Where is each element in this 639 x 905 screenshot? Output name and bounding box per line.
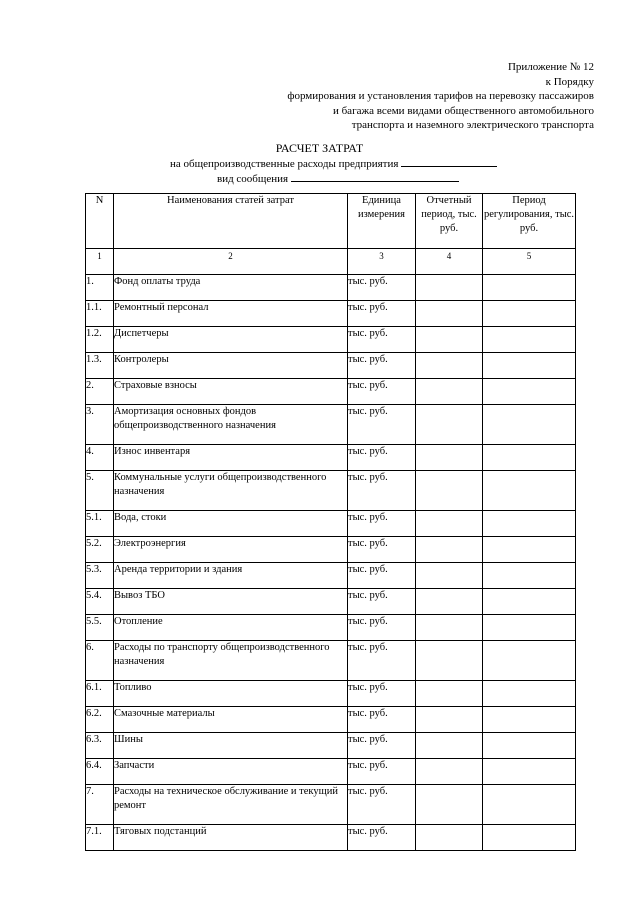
row-number: 6.1. [86,681,114,707]
table-row [86,445,576,471]
row-number: 1.3. [86,353,114,379]
reported-value-cell [416,301,483,327]
row-name: Запчасти [114,759,348,785]
reported-value-cell [416,327,483,353]
row-unit: тыс. руб. [348,537,416,563]
row-name: Ремонтный персонал [114,301,348,327]
header-name: Наименования статей затрат [114,194,348,249]
regulation-value-cell [483,445,576,471]
reported-value-cell [416,379,483,405]
row-name: Аренда территории и здания [114,563,348,589]
row-unit: тыс. руб. [348,785,416,825]
row-unit: тыс. руб. [348,681,416,707]
reported-value-cell [416,681,483,707]
row-unit: тыс. руб. [348,641,416,681]
row-number: 4. [86,445,114,471]
row-number: 2. [86,379,114,405]
header-num: N [86,194,114,249]
cost-table [85,193,576,851]
row-number: 5.5. [86,615,114,641]
regulation-value-cell [483,537,576,563]
service-type-line [217,171,459,186]
row-number: 6. [86,641,114,681]
row-unit: тыс. руб. [348,471,416,511]
appendix-header-line: к Порядку [545,75,594,88]
reported-value-cell [416,825,483,851]
regulation-value-cell [483,681,576,707]
column-number: 2 [114,249,348,275]
table-row [86,681,576,707]
row-number: 6.2. [86,707,114,733]
row-number: 1.1. [86,301,114,327]
regulation-value-cell [483,615,576,641]
regulation-value-cell [483,327,576,353]
row-name: Электроэнергия [114,537,348,563]
column-number: 5 [483,249,576,275]
row-number: 1.2. [86,327,114,353]
table-row [86,563,576,589]
table-row [86,759,576,785]
row-unit: тыс. руб. [348,615,416,641]
table-row [86,589,576,615]
regulation-value-cell [483,275,576,301]
reported-value-cell [416,353,483,379]
table-row [86,379,576,405]
reported-value-cell [416,785,483,825]
enterprise-label: на общепроизводственные расходы предприятия [170,158,399,170]
reported-value-cell [416,589,483,615]
table-row [86,327,576,353]
table-row [86,537,576,563]
regulation-value-cell [483,733,576,759]
header-reported-period: Отчетный период, тыс. руб. [416,194,483,249]
row-name: Вода, стоки [114,511,348,537]
row-unit: тыс. руб. [348,589,416,615]
reported-value-cell [416,759,483,785]
column-number: 3 [348,249,416,275]
reported-value-cell [416,615,483,641]
regulation-value-cell [483,511,576,537]
table-row [86,353,576,379]
row-unit: тыс. руб. [348,511,416,537]
row-number: 6.3. [86,733,114,759]
reported-value-cell [416,537,483,563]
regulation-value-cell [483,301,576,327]
row-number: 3. [86,405,114,445]
document-title: РАСЧЕТ ЗАТРАТ [275,141,364,155]
column-number: 4 [416,249,483,275]
row-number: 7. [86,785,114,825]
appendix-header [287,60,594,133]
enterprise-line [170,156,497,171]
reported-value-cell [416,405,483,445]
regulation-value-cell [483,589,576,615]
row-name: Топливо [114,681,348,707]
row-unit: тыс. руб. [348,733,416,759]
regulation-value-cell [483,641,576,681]
row-name: Износ инвентаря [114,445,348,471]
row-number: 6.4. [86,759,114,785]
enterprise-blank-field [401,156,497,167]
row-unit: тыс. руб. [348,825,416,851]
row-unit: тыс. руб. [348,353,416,379]
row-name: Диспетчеры [114,327,348,353]
row-unit: тыс. руб. [348,379,416,405]
table-row [86,471,576,511]
reported-value-cell [416,511,483,537]
appendix-header-line: Приложение № 12 [507,61,594,73]
table-row [86,275,576,301]
row-unit: тыс. руб. [348,301,416,327]
table-row [86,707,576,733]
row-number: 1. [86,275,114,301]
row-unit: тыс. руб. [348,759,416,785]
row-name: Отопление [114,615,348,641]
row-name: Расходы по транспорту общепроизводственного назначения [114,641,348,681]
column-number-row [86,249,576,275]
header-regulation-period: Период регулирования, тыс. руб. [483,194,576,249]
reported-value-cell [416,707,483,733]
regulation-value-cell [483,825,576,851]
row-number: 5.3. [86,563,114,589]
table-row [86,785,576,825]
regulation-value-cell [483,759,576,785]
row-unit: тыс. руб. [348,327,416,353]
regulation-value-cell [483,471,576,511]
reported-value-cell [416,445,483,471]
row-unit: тыс. руб. [348,563,416,589]
row-number: 5.4. [86,589,114,615]
row-unit: тыс. руб. [348,445,416,471]
reported-value-cell [416,471,483,511]
regulation-value-cell [483,707,576,733]
table-row [86,733,576,759]
row-name: Смазочные материалы [114,707,348,733]
reported-value-cell [416,563,483,589]
reported-value-cell [416,275,483,301]
table-row [86,301,576,327]
table-row [86,615,576,641]
row-unit: тыс. руб. [348,405,416,445]
regulation-value-cell [483,353,576,379]
regulation-value-cell [483,785,576,825]
row-name: Фонд оплаты труда [114,275,348,301]
regulation-value-cell [483,405,576,445]
column-number: 1 [86,249,114,275]
row-unit: тыс. руб. [348,275,416,301]
row-name: Амортизация основных фондов общепроизводственного назначения [114,405,348,445]
appendix-header-line: транспорта и наземного электрического транспорта [351,119,594,131]
row-number: 5.2. [86,537,114,563]
service-type-label: вид сообщения [217,173,289,185]
row-name: Страховые взносы [114,379,348,405]
table-row [86,825,576,851]
service-type-blank-field [291,171,459,182]
regulation-value-cell [483,379,576,405]
row-name: Вывоз ТБО [114,589,348,615]
appendix-header-line: формирования и установления тарифов на перевозку пассажиров [287,90,594,102]
row-name: Коммунальные услуги общепроизводственного назначения [114,471,348,511]
row-name: Шины [114,733,348,759]
table-row [86,405,576,445]
table-header-row [86,194,576,249]
reported-value-cell [416,641,483,681]
reported-value-cell [416,733,483,759]
row-unit: тыс. руб. [348,707,416,733]
row-number: 5.1. [86,511,114,537]
table-row [86,641,576,681]
regulation-value-cell [483,563,576,589]
row-number: 5. [86,471,114,511]
row-name: Контролеры [114,353,348,379]
row-name: Расходы на техническое обслуживание и текущий ремонт [114,785,348,825]
header-unit: Единица измерения [348,194,416,249]
table-row [86,511,576,537]
row-number: 7.1. [86,825,114,851]
row-name: Тяговых подстанций [114,825,348,851]
appendix-header-line: и багажа всеми видами общественного автомобильного [332,104,594,117]
